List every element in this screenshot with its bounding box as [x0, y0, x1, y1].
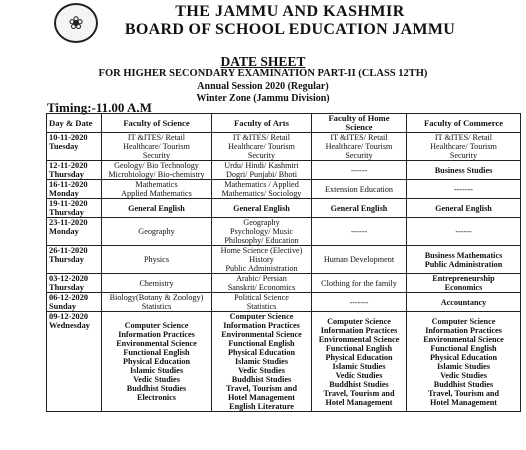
subject-line: Travel, Tourism and	[323, 388, 395, 398]
subject-line: Hotel Management	[227, 393, 296, 402]
session-line: Annual Session 2020 (Regular)	[197, 81, 329, 92]
subject-line: Security	[345, 151, 373, 160]
subject-line: Hotel Management	[429, 397, 498, 407]
subject-line: ------	[350, 165, 368, 175]
subject-cell-arts	[212, 293, 312, 312]
table-row	[47, 218, 521, 246]
subject-cell-commerce	[407, 246, 521, 274]
subject-cell-arts	[212, 218, 312, 246]
subject-line: Economics	[444, 283, 483, 292]
exam-day: Thursday	[49, 255, 84, 264]
table-row	[47, 246, 521, 274]
subject-cell-commerce	[407, 218, 521, 246]
subject-line: Functional English	[325, 343, 393, 353]
subject-cell-arts	[212, 312, 312, 412]
exam-day: Thursday	[49, 283, 84, 292]
subject-line: Accountancy	[440, 297, 487, 307]
subject-line: Buddhist Studies	[433, 379, 494, 389]
subject-line: Buddhist Studies	[329, 379, 389, 389]
exam-day: Thursday	[49, 208, 84, 217]
header-home-science: Faculty of Home Science	[312, 114, 407, 133]
subject-line: Islamic Studies	[437, 361, 490, 371]
subject-cell-science	[102, 180, 212, 199]
subject-line: History	[249, 255, 274, 264]
row-date-cell	[47, 133, 102, 161]
org-name-line2: BOARD OF SCHOOL EDUCATION JAMMU	[124, 21, 456, 38]
subject-line: Travel, Tourism and	[427, 388, 500, 398]
subject-line: Islamic Studies	[332, 361, 386, 371]
document-title: DATE SHEET	[220, 54, 306, 69]
subject-line: Islamic Studies	[235, 357, 288, 366]
subject-line: General English	[435, 203, 492, 213]
subject-line: Philosophy/ Education	[224, 236, 299, 245]
subject-cell-commerce	[407, 180, 521, 199]
subject-cell-home	[312, 199, 407, 218]
subject-line: Extension Education	[325, 184, 393, 194]
subject-line: Physical Education	[227, 348, 296, 357]
subject-line: Hotel Management	[325, 397, 393, 407]
subject-line: Electronics	[137, 393, 176, 402]
subject-line: Vedic Studies	[335, 370, 383, 380]
subject-line: Clothing for the family	[321, 278, 397, 288]
exam-day: Sunday	[49, 302, 77, 311]
subject-line: Computer Science	[327, 316, 391, 326]
subject-line: Physical Education	[122, 357, 191, 366]
subject-cell-science	[102, 199, 212, 218]
subject-line: Entrepreneurship	[432, 274, 495, 283]
subject-cell-home	[312, 246, 407, 274]
subject-cell-commerce	[407, 161, 521, 180]
subject-cell-science	[102, 133, 212, 161]
subject-cell-science	[102, 161, 212, 180]
subject-line: Geography	[243, 218, 280, 227]
exam-date: 06-12-2020	[49, 293, 89, 302]
subject-line: Healthcare/ Tourism	[430, 142, 497, 151]
header-arts: Faculty of Arts	[212, 114, 312, 133]
subject-line: Biology(Botany & Zoology)	[109, 293, 204, 302]
subject-line: Buddhist Studies	[231, 375, 292, 384]
subject-line: Functional English	[123, 348, 190, 357]
subject-line: Urdu/ Hindi/ Kashmiri	[224, 161, 299, 170]
table-row	[47, 161, 521, 180]
subject-line: -------	[349, 297, 369, 307]
subject-cell-science	[102, 293, 212, 312]
subject-cell-arts	[212, 199, 312, 218]
exam-date: 03-12-2020	[49, 274, 89, 283]
row-date-cell	[47, 293, 102, 312]
subject-line: IT &ITES/ Retail	[434, 133, 493, 142]
subject-line: Home Science (Elective)	[220, 246, 303, 255]
subject-cell-home	[312, 218, 407, 246]
subject-cell-arts	[212, 274, 312, 293]
table-row	[47, 293, 521, 312]
subject-cell-science	[102, 312, 212, 412]
subject-line: Vedic Studies	[440, 370, 487, 380]
row-date-cell	[47, 274, 102, 293]
subject-line: General English	[128, 203, 185, 213]
exam-date: 16-11-2020	[49, 180, 88, 189]
subject-line: Physical Education	[429, 352, 498, 362]
subject-cell-home	[312, 293, 407, 312]
exam-day: Tuesday	[49, 142, 79, 151]
subject-line: Information Practices	[223, 321, 300, 330]
exam-date: 19-11-2020	[49, 199, 88, 208]
subject-line: Statistics	[246, 302, 277, 311]
row-date-cell	[47, 180, 102, 199]
subject-line: Mathematics	[135, 180, 178, 189]
document-header	[0, 0, 526, 50]
exam-date: 23-11-2020	[49, 218, 88, 227]
subject-cell-arts	[212, 161, 312, 180]
subject-line: Mathematics / Applied	[224, 180, 299, 189]
table-row	[47, 199, 521, 218]
subject-line: IT &ITES/ Retail	[330, 133, 388, 142]
subject-line: Computer Science	[431, 316, 496, 326]
subject-line: -------	[453, 184, 474, 194]
subject-line: Human Development	[323, 255, 395, 264]
subject-line: Islamic Studies	[130, 366, 183, 375]
subject-cell-science	[102, 246, 212, 274]
subject-line: Statistics	[141, 302, 172, 311]
exam-date: 26-11-2020	[49, 246, 88, 255]
subject-line: Healthcare/ Tourism	[228, 142, 295, 151]
org-name-line1: THE JAMMU AND KASHMIR	[175, 3, 405, 20]
document-subtitle: FOR HIGHER SECONDARY EXAMINATION PART-II (CLASS 12TH)	[98, 68, 428, 79]
subject-cell-home	[312, 312, 407, 412]
exam-date: 09-12-2020	[49, 312, 89, 321]
subject-line: Information Practices	[118, 330, 195, 339]
subject-cell-arts	[212, 133, 312, 161]
subject-line: Computer Science	[229, 312, 294, 321]
subject-line: Information Practices	[425, 325, 502, 335]
subject-line: Psychology/ Music	[229, 227, 293, 236]
row-date-cell	[47, 246, 102, 274]
subject-line: General English	[330, 203, 388, 213]
exam-day: Wednesday	[49, 321, 90, 330]
table-row	[47, 274, 521, 293]
exam-day: Monday	[49, 227, 79, 236]
subject-line: Business Mathematics	[424, 250, 503, 260]
header-day-date: Day & Date	[47, 114, 102, 133]
subject-cell-home	[312, 161, 407, 180]
subject-cell-home	[312, 274, 407, 293]
subject-line: Vedic Studies	[238, 366, 285, 375]
subject-cell-home	[312, 180, 407, 199]
subject-line: Environmental Science	[423, 334, 504, 344]
exam-date: 12-11-2020	[49, 161, 88, 170]
subject-cell-commerce	[407, 312, 521, 412]
row-date-cell	[47, 161, 102, 180]
subject-line: Security	[142, 151, 171, 160]
subject-line: Information Practices	[320, 325, 398, 335]
timing-label: Timing:-11.00 A.M	[47, 100, 152, 115]
subject-line: Dogri/ Punjabi/ Bhoti	[226, 170, 297, 179]
subject-line: Functional English	[228, 339, 295, 348]
subject-cell-home	[312, 133, 407, 161]
exam-day: Monday	[49, 189, 79, 198]
table-row	[47, 312, 521, 412]
subject-line: Political Science	[234, 293, 289, 302]
subject-line: Security	[247, 151, 276, 160]
subject-line: Geology/ Bio Technology	[114, 161, 199, 170]
subject-line: Buddhist Studies	[126, 384, 187, 393]
subject-line: Public Administration	[225, 264, 298, 273]
zone-line: Winter Zone (Jammu Division)	[196, 93, 330, 104]
subject-line: Vedic Studies	[133, 375, 180, 384]
subject-cell-commerce	[407, 274, 521, 293]
subject-line: Healthcare/ Tourism	[123, 142, 190, 151]
subject-line: IT &ITES/ Retail	[127, 133, 186, 142]
subject-line: Mathematics/ Sociology	[221, 189, 302, 198]
subject-line: Environmental Science	[116, 339, 197, 348]
row-date-cell	[47, 312, 102, 412]
subject-cell-science	[102, 274, 212, 293]
subject-line: Physical Education	[325, 352, 393, 362]
subject-line: General English	[233, 203, 290, 213]
subject-line: Business Studies	[434, 165, 493, 175]
subject-line: Healthcare/ Tourism	[325, 142, 393, 151]
subject-cell-commerce	[407, 293, 521, 312]
subject-cell-science	[102, 218, 212, 246]
subject-cell-commerce	[407, 199, 521, 218]
subject-line: Microbiology/ Bio-chemistry	[108, 170, 205, 179]
subject-cell-commerce	[407, 133, 521, 161]
subject-line: Arabic/ Persian	[236, 274, 287, 283]
subject-line: Environmental Science	[221, 330, 302, 339]
subject-line: ------	[350, 227, 368, 236]
subject-line: Physics	[143, 255, 170, 264]
subject-line: Public Administration	[424, 259, 503, 269]
subject-line: Chemistry	[139, 278, 174, 288]
subject-cell-arts	[212, 180, 312, 199]
table-header-row	[47, 114, 521, 133]
subject-line: ------	[455, 227, 472, 236]
subject-line: IT &ITES/ Retail	[232, 133, 291, 142]
exam-day: Thursday	[49, 170, 84, 179]
subject-line: English Literature	[229, 402, 294, 411]
subject-cell-arts	[212, 246, 312, 274]
row-date-cell	[47, 218, 102, 246]
board-seal-icon: ❀	[54, 3, 98, 43]
subject-line: Travel, Tourism and	[225, 384, 298, 393]
date-sheet-table	[46, 113, 521, 412]
table-row	[47, 133, 521, 161]
subject-line: Functional English	[430, 343, 497, 353]
subject-line: Sanskrit/ Economics	[227, 283, 296, 292]
table-row	[47, 180, 521, 199]
subject-line: Security	[449, 151, 478, 160]
table-body	[47, 133, 521, 412]
subject-line: Geography	[138, 227, 175, 236]
header-science: Faculty of Science	[102, 114, 212, 133]
exam-date: 10-11-2020	[49, 133, 88, 142]
subject-line: Environmental Science	[318, 334, 400, 344]
subject-line: Computer Science	[124, 321, 189, 330]
header-commerce: Faculty of Commerce	[407, 114, 521, 133]
subject-line: Applied Mathematics	[121, 189, 192, 198]
row-date-cell	[47, 199, 102, 218]
